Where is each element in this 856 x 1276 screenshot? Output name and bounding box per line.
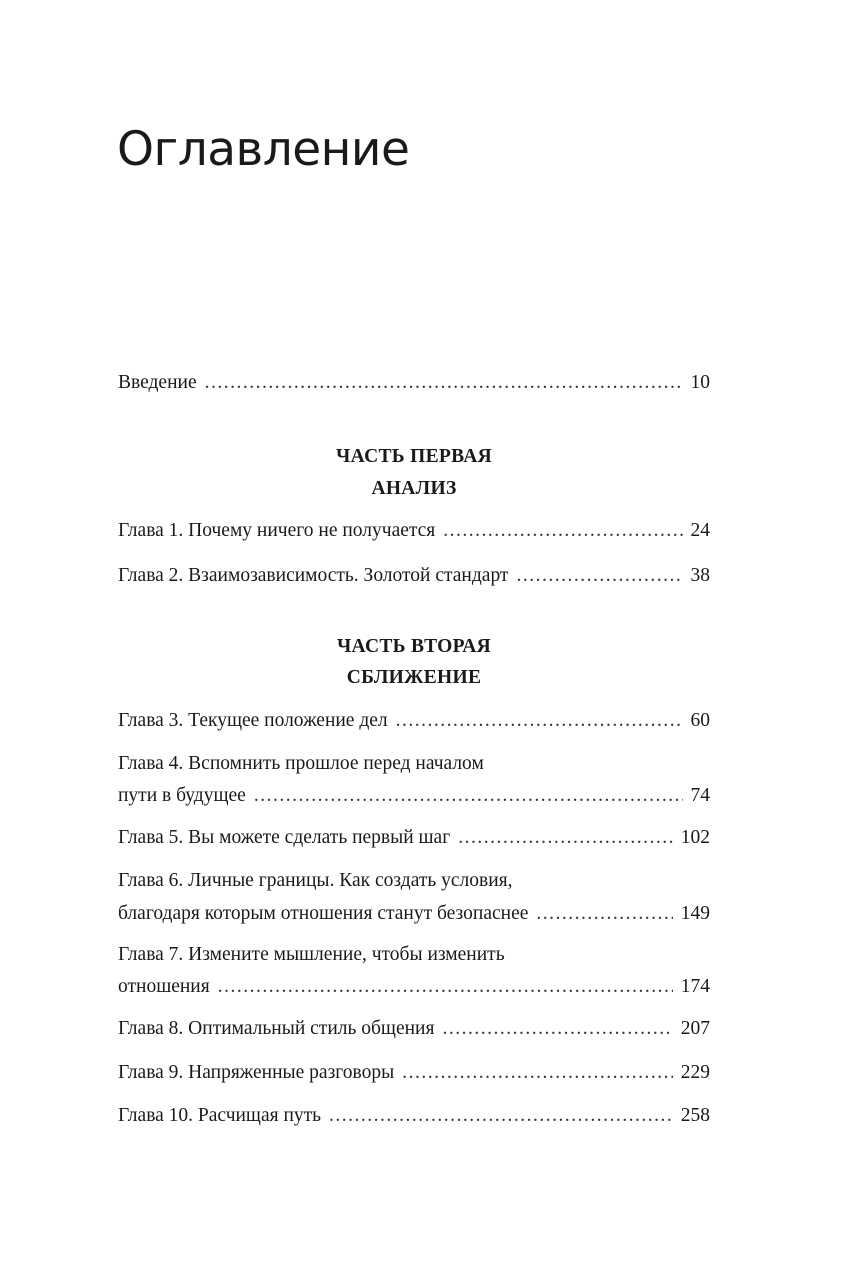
toc-entry-chapter-5[interactable] xyxy=(118,827,710,849)
toc-entry-label: Глава 2. Взаимозависимость. Золотой стандарт xyxy=(118,565,509,586)
toc-entry-label: Глава 10. Расчищая путь xyxy=(118,1105,322,1126)
toc-page-number: 174 xyxy=(680,976,710,997)
toc-entry-chapter-10[interactable] xyxy=(118,1105,710,1127)
toc-entry-label: Глава 9. Напряженные разговоры xyxy=(118,1062,395,1083)
dot-leader xyxy=(458,827,673,849)
toc-entry-label: пути в будущее xyxy=(118,785,246,806)
part-heading: ЧАСТЬ ПЕРВАЯ xyxy=(336,446,492,467)
toc-page-number: 102 xyxy=(680,827,710,848)
dot-leader xyxy=(254,785,683,807)
toc-entry-chapter-2[interactable] xyxy=(118,565,710,587)
dot-leader xyxy=(442,1018,672,1040)
dot-leader xyxy=(205,372,683,394)
toc-page-number: 10 xyxy=(690,372,710,393)
toc-page-number: 24 xyxy=(690,520,710,541)
toc-entry-intro[interactable] xyxy=(118,372,710,394)
toc-entry-chapter-4-first-line[interactable]: Глава 4. Вспомнить прошлое перед началом xyxy=(118,753,484,774)
part-subheading: АНАЛИЗ xyxy=(371,478,457,499)
toc-entry-chapter-3[interactable] xyxy=(118,710,710,732)
page-title: Оглавление xyxy=(117,122,410,177)
dot-leader xyxy=(218,976,673,998)
toc-entry-label: Глава 5. Вы можете сделать первый шаг xyxy=(118,827,451,848)
dot-leader xyxy=(329,1105,673,1127)
toc-entry-chapter-7-first-line[interactable]: Глава 7. Измените мышление, чтобы изменить xyxy=(118,944,505,965)
dot-leader xyxy=(396,710,683,732)
toc-page-number: 60 xyxy=(690,710,710,731)
dot-leader xyxy=(443,520,682,542)
toc-entry-chapter-4[interactable] xyxy=(118,785,710,807)
toc-page-number: 229 xyxy=(680,1062,710,1083)
toc-page-number: 207 xyxy=(680,1018,710,1039)
toc-entry-label: отношения xyxy=(118,976,210,997)
toc-page-number: 38 xyxy=(690,565,710,586)
dot-leader xyxy=(516,565,682,587)
toc-entry-chapter-6[interactable] xyxy=(118,903,710,925)
dot-leader xyxy=(536,903,672,925)
part-heading: ЧАСТЬ ВТОРАЯ xyxy=(336,636,492,657)
toc-entry-label: Глава 8. Оптимальный стиль общения xyxy=(118,1018,435,1039)
toc-page-number: 74 xyxy=(690,785,710,806)
toc-entry-label: Глава 1. Почему ничего не получается xyxy=(118,520,436,541)
toc-entry-label: Глава 3. Текущее положение дел xyxy=(118,710,388,731)
part-subheading: СБЛИЖЕНИЕ xyxy=(346,667,482,688)
toc-entry-label: благодаря которым отношения станут безопаснее xyxy=(118,903,529,924)
dot-leader xyxy=(402,1062,673,1084)
toc-entry-chapter-1[interactable] xyxy=(118,520,710,542)
toc-page-number: 258 xyxy=(680,1105,710,1126)
toc-entry-label: Введение xyxy=(118,372,197,393)
toc-entry-chapter-7[interactable] xyxy=(118,976,710,998)
toc-page-number: 149 xyxy=(680,903,710,924)
toc-entry-chapter-8[interactable] xyxy=(118,1018,710,1040)
toc-entry-chapter-9[interactable] xyxy=(118,1062,710,1084)
toc-entry-chapter-6-first-line[interactable]: Глава 6. Личные границы. Как создать условия, xyxy=(118,870,513,891)
